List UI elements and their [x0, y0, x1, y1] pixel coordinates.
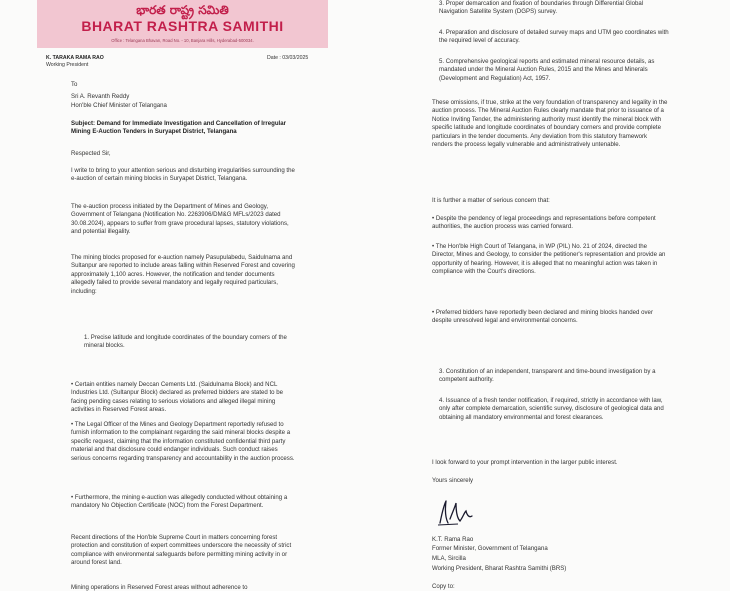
- signatory-title-3: Working President, Bharat Rashtra Samithi (BRS): [432, 565, 567, 572]
- recipient-title: Hon'ble Chief Minister of Telangana: [71, 102, 167, 109]
- letterhead-telugu-title: భారత రాష్ట్ర సమితి: [136, 3, 229, 17]
- body-paragraph-omissions: These omissions, if true, strike at the very foundation of transparency and legality in the auction process. The Mineral Auction Rules clearly mandate that prior to issuance of a Notice Inviting Tender, the administering authority must identify the mineral block with specific latitude and longitude coordinates of boundary corners and provide complete particulars in the tender documents. Any deviation from this statutory framework renders the process legally vulnerable and administratively untenable.: [432, 99, 668, 149]
- signatory-title-1: Former Minister, Government of Telangana: [432, 545, 548, 552]
- copy-to-label: Copy to:: [432, 583, 455, 590]
- body-paragraph-3: The mining blocks proposed for e-auction namely Pasupulabedu, Saidulnama and Sultanpur are reported to include areas falling within Reserved Forest and covering approximately 1,100 acres. However, the notification and tender documents allegedly failed to provide several mandatory and legally required particulars, including:: [71, 254, 295, 295]
- list-item-3: 3. Proper demarcation and fixation of boundaries through Differential Global Navigation Satellite System (DGPS) survey.: [439, 0, 644, 16]
- to-label: To: [71, 81, 78, 88]
- bullet-item: • Certain entities namely Deccan Cements Ltd. (Saidulnama Block) and NCL Industries Ltd. (Sultanpur Block) declared as preferred bidders are stated to be facing pending cases relating to serious violations and alleged illegal mining activities in Reserved Forest areas.: [71, 381, 284, 414]
- demand-item-3: 3. Constitution of an independent, transparent and time-bound investigation by a competent authority.: [439, 368, 656, 384]
- list-item-1: 1. Precise latitude and longitude coordinates of the boundary corners of the mineral blocks.: [84, 334, 287, 350]
- bullet-item: • Furthermore, the mining e-auction was allegedly conducted without obtaining a mandatory No Objection Certificate (NOC) from the Forest Department.: [71, 494, 288, 510]
- letterhead-banner: [37, 0, 328, 48]
- signatory-title-2: MLA, Sircilla: [432, 555, 466, 562]
- letter-page-right: [372, 0, 730, 591]
- salutation: Respected Sir,: [71, 150, 111, 157]
- demand-item-4: 4. Issuance of a fresh tender notification, if required, strictly in accordance with law, only after complete demarcation, scientific survey, disclosure of geological data and obtaining all mandatory environmental and forest clearances.: [439, 397, 664, 421]
- closing-line: I look forward to your prompt intervention in the larger public interest.: [432, 459, 618, 466]
- bullet-item: • Preferred bidders have reportedly been declared and mining blocks handed over despite unresolved legal and environmental concerns.: [432, 309, 653, 325]
- recipient-name: Sri A. Revanth Reddy: [71, 93, 130, 100]
- letterhead-title: BHARAT RASHTRA SAMITHI: [81, 18, 284, 34]
- sender-role: Working President: [46, 62, 89, 68]
- list-item-4: 4. Preparation and disclosure of detailed survey maps and UTM geo coordinates with the required level of accuracy.: [439, 29, 669, 45]
- body-paragraph-5: Mining operations in Reserved Forest areas without adherence to: [71, 584, 248, 591]
- signatory-name: K.T. Rama Rao: [432, 536, 474, 543]
- bullet-item: • Despite the pendency of legal proceedings and representations before competent authorities, the auction process was carried forward.: [432, 215, 656, 231]
- yours-sincerely: Yours sincerely: [432, 477, 474, 484]
- body-paragraph-4: Recent directions of the Hon'ble Supreme Court in matters concerning forest protection and constitution of expert committees underscore the necessity of strict compliance with environmental safeguards before permitting mining activity in or around forest land.: [71, 534, 292, 567]
- sender-name: K. TARAKA RAMA RAO: [46, 55, 104, 61]
- list-item-5: 5. Comprehensive geological reports and estimated mineral resource details, as mandated under the Mineral Auction Rules, 2015 and the Mines and Minerals (Development and Regulation) Act, 1957.: [439, 58, 655, 82]
- body-paragraph-2: The e-auction process initiated by the Department of Mines and Geology, Government of Telangana (Notification No. 2263906/DM&G MFLs/2023 dated 30.08.2024), appears to suffer from grave procedural lapses, statutory violations, and potential illegality.: [71, 203, 289, 236]
- letterhead-address: Office : Telangana Bhavan, Road No. - 10, Banjara Hills, Hyderabad-500034.: [111, 38, 254, 43]
- bullet-item: • The Legal Officer of the Mines and Geology Department reportedly refused to furnish information to the complainant regarding the said mineral blocks despite a specific request, claiming that the information constituted confidential third party material and that disclosure could endanger individuals. Such conduct raises serious concerns regarding transparency and accountability in the auction process.: [71, 421, 295, 462]
- letter-subject: Subject: Demand for Immediate Investigation and Cancellation of Irregular Mining E-Auction Tenders in Suryapet District, Telangana: [71, 120, 287, 136]
- letter-date: Date : 03/03/2025: [267, 55, 309, 61]
- handwritten-signature: [436, 497, 482, 529]
- body-paragraph-concern: It is further a matter of serious concern that:: [432, 197, 550, 204]
- bullet-item: • The Hon'ble High Court of Telangana, in WP (PIL) No. 21 of 2024, directed the Director, Mines and Geology, to consider the petitioner's representation and provide an opportunity of hearing. However, it is alleged that no meaningful action was taken in compliance with the Court's directions.: [432, 243, 666, 276]
- body-paragraph-1: I write to bring to your attention serious and disturbing irregularities surrounding the e-auction of certain mining blocks in Suryapet District, Telangana.: [71, 167, 295, 183]
